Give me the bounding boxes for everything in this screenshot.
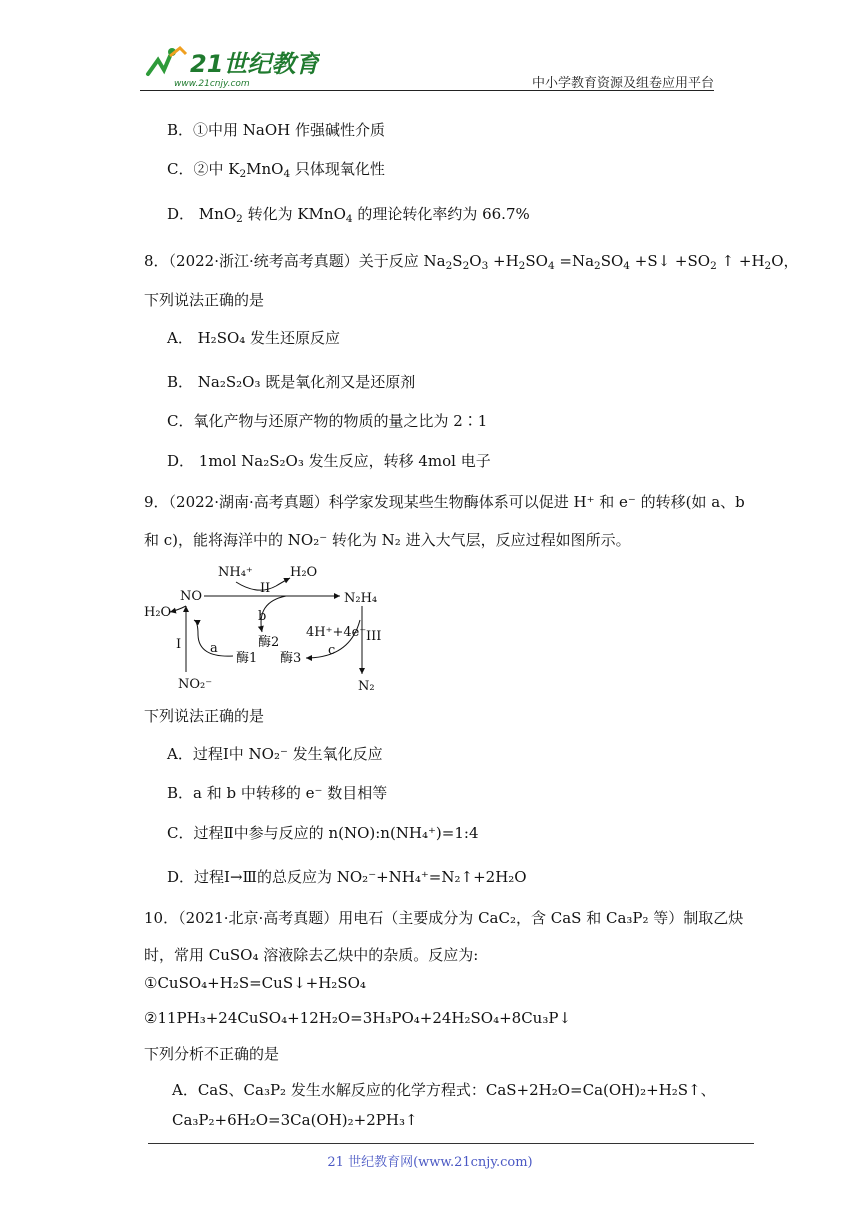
q8-option-d: D． 1mol Na₂S₂O₃ 发生反应，转移 4mol 电子 bbox=[167, 452, 491, 470]
q7-option-b: B．①中用 NaOH 作强碱性介质 bbox=[167, 121, 386, 139]
diagram-n2: N₂ bbox=[358, 679, 375, 694]
q10-stem-line1: 10．（2021·北京·高考真题）用电石（主要成分为 CaC₂，含 CaS 和 Ca₃P₂ 等）制取乙炔 bbox=[144, 909, 744, 927]
logo-graphic bbox=[140, 42, 320, 92]
q10-reaction-1: ①CuSO₄+H₂S=CuS↓+H₂SO₄ bbox=[144, 974, 366, 992]
diagram-enzyme-1: 酶1 bbox=[236, 651, 258, 666]
diagram-label-b: b bbox=[258, 609, 267, 624]
diagram-n2h4: N₂H₄ bbox=[344, 591, 378, 606]
q10-stem-line2: 时，常用 CuSO₄ 溶液除去乙炔中的杂质。反应为: bbox=[144, 946, 479, 964]
q9-stem-line1: 9．（2022·湖南·高考真题）科学家发现某些生物酶体系可以促进 H⁺ 和 e⁻ 的转移(如 a、b bbox=[144, 493, 745, 511]
q9-option-c: C．过程Ⅱ中参与反应的 n(NO):n(NH₄⁺)=1:4 bbox=[167, 824, 479, 842]
diagram-h2o-top: H₂O bbox=[290, 565, 318, 580]
q8-option-a: A． H₂SO₄ 发生还原反应 bbox=[167, 329, 341, 347]
q7-option-c: C．②中 $K_2MnO_4$ 只体现氧化性 bbox=[167, 160, 385, 181]
diagram-no2: NO₂⁻ bbox=[178, 677, 213, 692]
diagram-label-c: c bbox=[328, 643, 336, 658]
q9-prompt: 下列说法正确的是 bbox=[144, 707, 265, 725]
diagram-nh4: NH₄⁺ bbox=[218, 565, 253, 580]
header-tagline: 中小学教育资源及组卷应用平台 bbox=[531, 76, 714, 91]
diagram-step-ii: II bbox=[260, 581, 271, 596]
logo-brand: 21世纪教育 bbox=[190, 50, 320, 78]
site-logo bbox=[140, 42, 320, 92]
q10-prompt: 下列分析不正确的是 bbox=[144, 1045, 280, 1063]
diagram-enzyme-3: 酶3 bbox=[280, 651, 302, 666]
q8-option-b: B． Na₂S₂O₃ 既是氧化剂又是还原剂 bbox=[167, 373, 416, 391]
diagram-h2o-left: H₂O bbox=[144, 605, 172, 620]
diagram-no: NO bbox=[180, 589, 203, 604]
q9-option-d: D．过程Ⅰ→Ⅲ的总反应为 NO₂⁻+NH₄⁺=N₂↑+2H₂O bbox=[167, 868, 527, 886]
q8-stem: 8．（2022·浙江·统考高考真题）关于反应 $Na_2S_2O_3 +H_2SO_4 =Na_2SO_4$ +S↓ $+SO_2$ ↑ $+H_2O$， bbox=[144, 252, 799, 273]
diagram-step-i: I bbox=[176, 637, 182, 652]
q8-prompt: 下列说法正确的是 bbox=[144, 291, 265, 309]
q8-option-c: C．氧化产物与还原产物的物质的量之比为 2∶1 bbox=[167, 412, 488, 430]
q9-reaction-diagram bbox=[138, 562, 398, 697]
q9-option-a: A．过程Ⅰ中 NO₂⁻ 发生氧化反应 bbox=[167, 745, 383, 763]
q10-reaction-2: ②11PH₃+24CuSO₄+12H₂O=3H₃PO₄+24H₂SO₄+8Cu₃P↓ bbox=[144, 1009, 572, 1027]
header-divider bbox=[140, 90, 714, 91]
footer-divider bbox=[148, 1143, 754, 1144]
diagram-label-a: a bbox=[210, 641, 218, 656]
q10-option-a-line1: A．CaS、Ca₃P₂ 发生水解反应的化学方程式：CaS+2H₂O=Ca(OH)₂+H₂S↑、 bbox=[172, 1081, 716, 1099]
diagram-enzyme-2: 酶2 bbox=[258, 635, 280, 650]
logo-url: www.21cnjy.com bbox=[174, 79, 250, 89]
q9-option-b: B．a 和 b 中转移的 e⁻ 数目相等 bbox=[167, 784, 388, 802]
diagram-step-iii: III bbox=[366, 629, 382, 644]
q9-stem-line2: 和 c)，能将海洋中的 NO₂⁻ 转化为 N₂ 进入大气层，反应过程如图所示。 bbox=[144, 531, 631, 549]
q7-option-d: D． MnO$_2$ 转化为 KMnO$_4$ 的理论转化率约为 66.7% bbox=[167, 205, 530, 226]
q10-option-a-line2: Ca₃P₂+6H₂O=3Ca(OH)₂+2PH₃↑ bbox=[172, 1111, 418, 1129]
footer-link[interactable]: 21 世纪教育网(www.21cnjy.com) bbox=[327, 1155, 533, 1170]
diagram-h4e: 4H⁺+4e⁻ bbox=[306, 625, 367, 640]
